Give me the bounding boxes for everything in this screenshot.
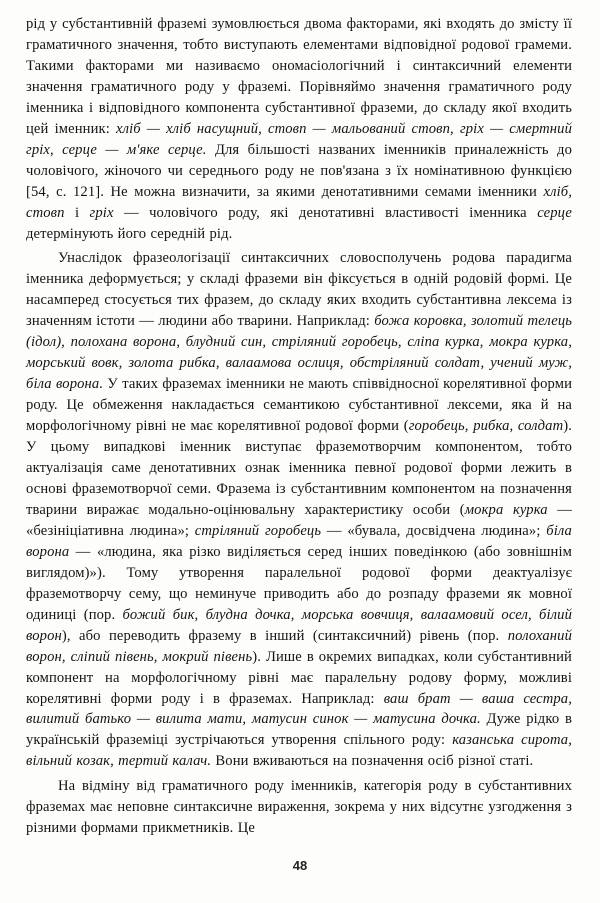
text-run: ). У цьому випадкові іменник виступає фраземотворчим компонентом, тобто актуалізація саме денотативних ознак іменника певної родової форми лежить в основі фраземотворчої семи. Фразема із субстантивним компонентом на позначення тварини виражає модально-оцінювальну характеристику особи ( [26,418,572,518]
text-run: і [64,204,90,221]
italic-example: ваш брат — ваша сестра, вилитий батько — вилита мати, матусин синок — матусина дочка. [26,690,572,728]
italic-example: гріх [89,204,114,221]
text-run: Унаслідок фразеологізації синтаксичних словосполучень родова парадигма іменника деформується; у складі фраземи він фіксується в одній родовій формі. Це насамперед стосується тих фразем, до складу яких входить субстантивна лексема із значенням істоти — людини або тварини. Наприклад: [26,250,572,330]
text-run: — «безініціативна людина»; [26,501,572,539]
text-run: — «людина, яка різко виділяється серед інших поведінкою (або зовнішнім виглядом)»). Тому утворення паралельної родової форми деактуалізує фраземотворчу сему, що неминуче приводить або до розпаду фраземи як мовної одиниці (пор. [26,543,572,623]
italic-example: божа коровка, золотий телець (ідол), полохана ворона, блудний син, стріляний горобець, сліпа курка, мокра курка, морський вовк, золота рибка, валаамова ослиця, обстріляний солдат, учений муж, біла ворона. [26,313,573,393]
paragraph [26,776,572,839]
text-run: Для більшості названих іменників приналежність до чоловічого, жіночого чи середнього роду не пов'язана з їх номінативною функцією [54, с. 121]. Не можна визначити, за якими денотативними семами іменники [26,141,573,200]
paragraph [26,14,572,244]
text-run: рід у субстантивній фраземі зумовлюється двома факторами, які входять до змісту її граматичного значення, тобто виступають елементами відповідної родової грамеми. Такими факторами ми називаємо ономасіологічний і синтаксичний елементи значення граматичного роду у фраземі. Порівняймо значення граматичного роду іменника і відповідного компонента субстантивної фраземи, до складу якої входить цей іменник: [26,16,572,137]
paragraph [26,248,572,772]
text-run: На відміну від граматичного роду іменників, категорія роду в субстантивних фраземах має неповне синтаксичне вираження, зокрема у них відсутнє узгодження з різними формами прикметників. Це [26,778,572,837]
italic-example: хліб, стовп [26,183,572,221]
italic-example: серце [537,204,573,221]
italic-example: біла ворона [26,522,572,560]
text-run: ), або переводить фразему в інший (синтаксичний) рівень (пор. [61,627,508,644]
text-run: — чоловічого роду, які денотативні властивості іменника [113,204,538,221]
italic-example: стріляний горобець [194,522,322,539]
text-run: — «бувала, досвідчена людина»; [321,522,547,539]
italic-example: божий бик, блудна дочка, морська вовчиця, валаамовий осел, білий ворон [26,606,572,644]
text-run: детермінують його середній рід. [26,225,233,242]
body-text [26,14,572,839]
text-run: ). Лише в окремих випадках, коли субстантивний компонент на морфологічному рівні має паралельну родову форму, можливі корелятивні форми роду і в фраземах. Наприклад: [26,648,572,707]
text-run: У таких фраземах іменники не мають співвідносної корелятивної форми роду. Це обмеження накладається семантикою субстантивної лексеми, яка й на морфологічному рівні не має корелятивної родової форми ( [26,376,572,435]
italic-example: хліб — хліб насущний, стовп — мальований стовп, гріх — смертний гріх, серце — м'яке серце. [26,120,573,158]
italic-example: мокра курка [464,501,548,518]
italic-example: казанська сирота, вільний козак, тертий калач. [26,732,572,770]
italic-example: полоханий ворон, сліпий півень, мокрий півень [26,627,572,665]
page-number: 48 [292,858,308,873]
text-run: Дуже рідко в українській фраземіці зустрічаються утворення спільного роду: [26,711,572,749]
italic-example: горобець, рибка, солдат [408,418,564,435]
text-run: Вони вживаються на позначення осіб різної статі. [211,753,534,770]
